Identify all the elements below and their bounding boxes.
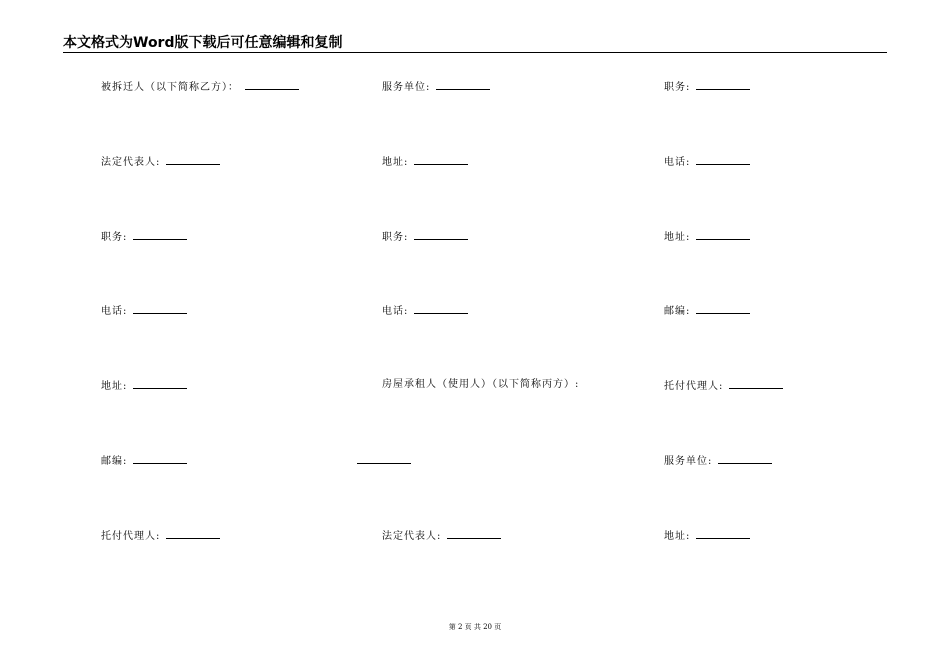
form-field bbox=[382, 379, 579, 391]
field-blank-line bbox=[696, 529, 750, 539]
field-label: 法定代表人: bbox=[101, 157, 161, 168]
field-blank-line bbox=[729, 379, 783, 389]
form-field bbox=[664, 80, 750, 94]
form-field bbox=[382, 230, 468, 244]
field-blank-line bbox=[696, 80, 750, 90]
field-label: 电话: bbox=[664, 157, 691, 168]
form-field bbox=[101, 304, 187, 318]
field-label: 邮编: bbox=[664, 306, 691, 317]
form-field bbox=[382, 155, 468, 169]
form-field bbox=[101, 454, 187, 468]
field-blank-line bbox=[166, 155, 220, 165]
field-label: 地址: bbox=[101, 381, 128, 392]
field-label: 托付代理人: bbox=[664, 381, 724, 392]
form-field bbox=[101, 80, 299, 94]
field-blank-line bbox=[133, 230, 187, 240]
form-field bbox=[382, 529, 501, 543]
field-blank-line bbox=[357, 454, 411, 464]
field-label: 电话: bbox=[382, 306, 409, 317]
field-blank-line bbox=[447, 529, 501, 539]
field-blank-line bbox=[436, 80, 490, 90]
form-field bbox=[664, 454, 772, 468]
form-field bbox=[101, 155, 220, 169]
field-blank-line bbox=[245, 80, 299, 90]
field-label: 地址: bbox=[382, 157, 409, 168]
page-number-footer: 第 2 页 共 20 页 bbox=[448, 623, 502, 631]
field-blank-line bbox=[133, 454, 187, 464]
field-blank-line bbox=[414, 304, 468, 314]
header-divider bbox=[63, 52, 887, 53]
form-field bbox=[382, 304, 468, 318]
form-field bbox=[101, 230, 187, 244]
form-field bbox=[101, 379, 187, 393]
form-field bbox=[664, 230, 750, 244]
field-blank-line bbox=[166, 529, 220, 539]
field-blank-line bbox=[133, 304, 187, 314]
field-blank-line bbox=[414, 155, 468, 165]
field-label: 电话: bbox=[101, 306, 128, 317]
field-label: 服务单位: bbox=[664, 456, 713, 467]
field-label: 职务: bbox=[101, 232, 128, 243]
form-field bbox=[351, 454, 411, 468]
field-label: 地址: bbox=[664, 232, 691, 243]
form-field bbox=[101, 529, 220, 543]
field-label: 法定代表人: bbox=[382, 531, 442, 542]
field-label: 房屋承租人（使用人）（以下简称丙方）: bbox=[382, 379, 580, 390]
field-label: 地址: bbox=[664, 531, 691, 542]
field-blank-line bbox=[696, 230, 750, 240]
field-blank-line bbox=[133, 379, 187, 389]
field-label: 被拆迁人（以下简称乙方）： bbox=[101, 82, 239, 93]
field-label: 职务: bbox=[382, 232, 409, 243]
document-header-title: 本文格式为Word版下载后可任意编辑和复制 bbox=[63, 35, 343, 51]
field-label: 职务: bbox=[664, 82, 691, 93]
form-field bbox=[664, 529, 750, 543]
field-blank-line bbox=[696, 155, 750, 165]
field-label: 服务单位: bbox=[382, 82, 431, 93]
form-field bbox=[664, 155, 750, 169]
field-label: 托付代理人: bbox=[101, 531, 161, 542]
field-blank-line bbox=[696, 304, 750, 314]
field-blank-line bbox=[414, 230, 468, 240]
form-field bbox=[382, 80, 490, 94]
field-label: 邮编: bbox=[101, 456, 128, 467]
form-field bbox=[664, 304, 750, 318]
form-field bbox=[664, 379, 783, 393]
field-blank-line bbox=[718, 454, 772, 464]
